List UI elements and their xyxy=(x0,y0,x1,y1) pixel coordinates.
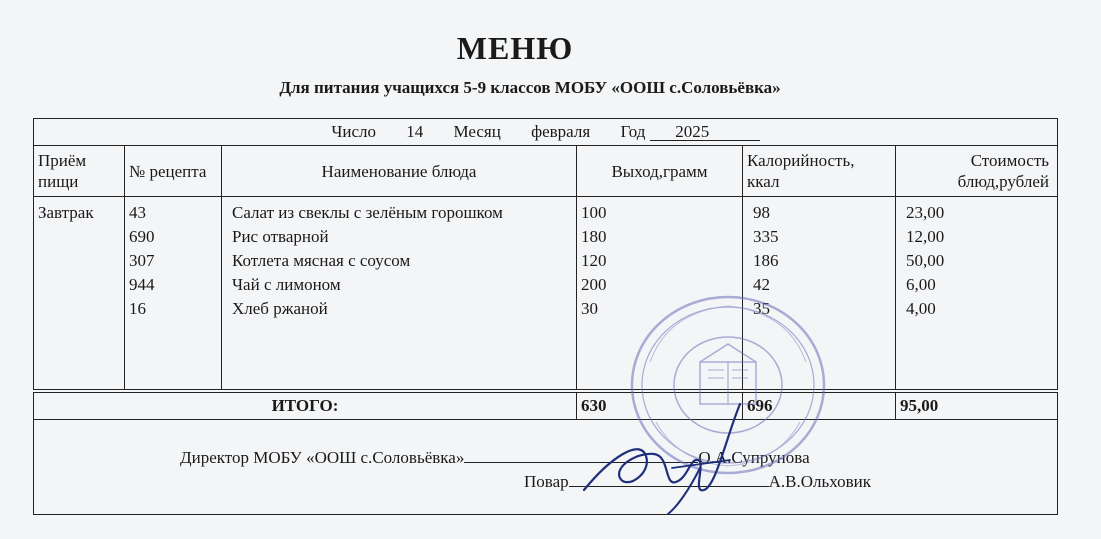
cost-value: 23,00 xyxy=(906,203,945,222)
signature-block xyxy=(33,418,1058,515)
header-row xyxy=(34,146,1058,197)
year-value: 2025 xyxy=(675,122,710,141)
total-table xyxy=(33,392,1058,420)
col-recipe-header: № рецепта xyxy=(125,146,222,197)
col-meal-header: Приём пищи xyxy=(34,146,125,197)
dish-name: Котлета мясная с соусом xyxy=(232,251,411,270)
col-dish-header: Наименование блюда xyxy=(222,146,577,197)
document-subtitle: Для питания учащихся 5-9 классов МОБУ «ООШ с.Соловьёвка» xyxy=(279,78,781,97)
dish-name: Хлеб ржаной xyxy=(232,299,328,318)
totals-row xyxy=(34,393,1058,420)
total-cost: 95,00 xyxy=(896,393,1058,420)
document-title: МЕНЮ xyxy=(456,30,574,66)
cost-value: 4,00 xyxy=(906,299,936,318)
calories-value: 42 xyxy=(753,275,770,294)
breakfast-rows xyxy=(34,197,1058,390)
total-label: ИТОГО: xyxy=(34,393,577,420)
recipe-number: 690 xyxy=(129,227,155,246)
date-cell xyxy=(34,119,1058,146)
year-field xyxy=(650,124,760,141)
recipe-number: 16 xyxy=(129,299,146,318)
recipe-number: 307 xyxy=(129,251,155,270)
director-label: Директор МОБУ «ООШ с.Соловьёвка» xyxy=(180,448,465,467)
col-calories-header: Калорийность, ккал xyxy=(743,146,896,197)
cost-value: 12,00 xyxy=(906,227,945,246)
yield-value: 200 xyxy=(581,275,607,294)
menu-table xyxy=(33,118,1058,418)
dish-name: Рис отварной xyxy=(232,227,329,246)
cost-cell xyxy=(896,197,1058,390)
calories-value: 186 xyxy=(753,251,779,270)
month-value: февраля xyxy=(531,122,591,141)
dish-name: Чай с лимоном xyxy=(232,275,341,294)
date-row xyxy=(34,119,1058,146)
month-label: Месяц xyxy=(453,122,501,141)
col-yield-header: Выход,грамм xyxy=(577,146,743,197)
cook-label: Повар xyxy=(524,472,569,491)
director-name: О.А.Супрунова xyxy=(698,448,810,467)
meal-name: Завтрак xyxy=(38,203,94,222)
handwritten-signature xyxy=(580,398,760,518)
dish-name: Салат из свеклы с зелёным горошком xyxy=(232,203,503,222)
day-label: Число xyxy=(331,122,377,141)
yield-value: 100 xyxy=(581,203,607,222)
col-cost-header: Стоимость блюд,рублей xyxy=(896,146,1058,197)
yield-value: 120 xyxy=(581,251,607,270)
recipe-cell xyxy=(125,197,222,390)
cost-value: 50,00 xyxy=(906,251,945,270)
meal-cell xyxy=(34,197,125,390)
recipe-number: 944 xyxy=(129,275,155,294)
recipe-number: 43 xyxy=(129,203,146,222)
calories-value: 35 xyxy=(753,299,770,318)
total-calories: 696 xyxy=(743,393,896,420)
calories-value: 335 xyxy=(753,227,779,246)
year-label: Год xyxy=(620,122,646,141)
calories-value: 98 xyxy=(753,203,770,222)
cook-name: А.В.Ольховик xyxy=(768,472,871,491)
total-yield: 630 xyxy=(577,393,743,420)
cost-value: 6,00 xyxy=(906,275,936,294)
dish-cell xyxy=(222,197,577,390)
yield-value: 180 xyxy=(581,227,607,246)
yield-value: 30 xyxy=(581,299,598,318)
day-value: 14 xyxy=(406,122,424,141)
